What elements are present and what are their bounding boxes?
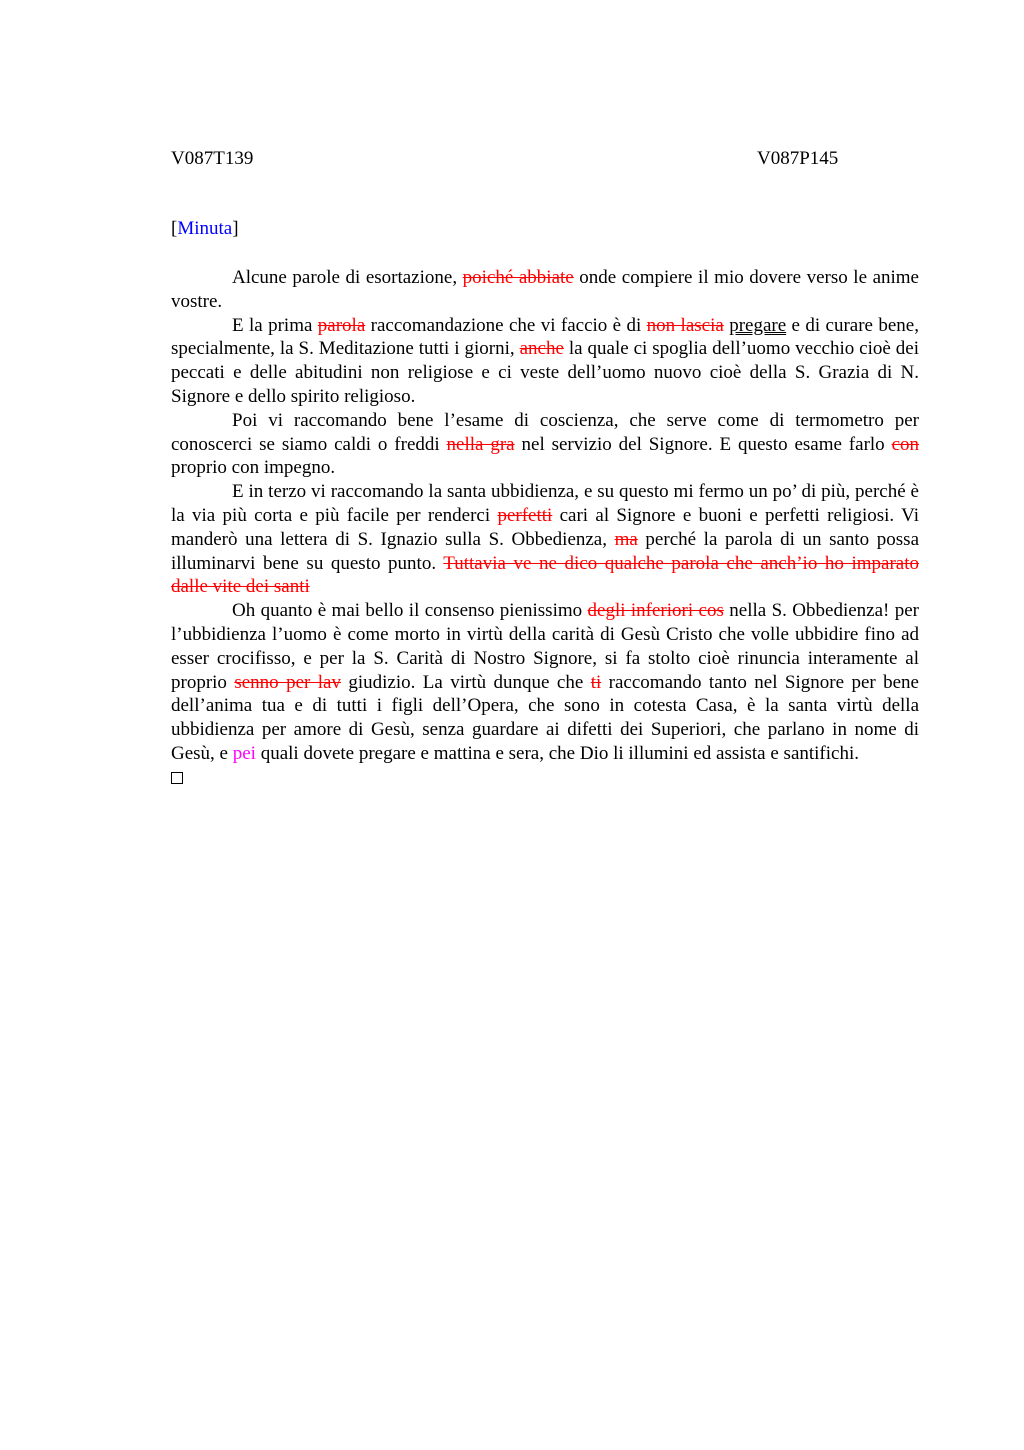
corrected-text: pei [232, 742, 256, 764]
paragraph-1 [171, 266, 919, 314]
underlined-text: pregare [729, 314, 787, 336]
text-run: raccomando tanto nel Signore per bene dell’anima tua e di tutti i figli dell’Opera, che sono in cotesta Casa, è la santa virtù della ubbidienza per amore di Gesù, senza guardare ai difetti dei Superiori, che parlano in nome di Gesù, e [171, 671, 919, 764]
text-run: Poi vi raccomando bene l’esame di coscienza, che serve come di termometro per conoscerci se siamo caldi o freddi [171, 409, 919, 455]
deleted-text: nella gra [446, 433, 515, 455]
deleted-text: senno per lav [234, 671, 341, 693]
document-type-label [171, 217, 239, 241]
paragraph-3 [171, 409, 919, 480]
text-run: la quale ci spoglia dell’uomo vecchio cioè dei peccati e delle abitudini non religiose e ci veste dell’uomo nuovo cioè della S. Grazia di N. Signore e dello spirito religioso. [171, 338, 919, 407]
end-of-text-box [171, 772, 183, 784]
volume-reference-right: V087P145 [757, 148, 839, 169]
minuta-label: Minuta [177, 218, 233, 239]
text-run: Alcune parole di esortazione, [232, 267, 463, 288]
deleted-text: poiché abbiate [462, 267, 574, 288]
letter-body [171, 266, 919, 784]
deleted-text: parola [317, 314, 366, 336]
deleted-text: Tuttavia ve ne dico qualche parola che anch’io ho imparato dalle vite dei santi [171, 552, 919, 598]
paragraph-5 [171, 599, 919, 766]
deleted-text: anche [519, 338, 564, 360]
deleted-text: degli inferiori cos [587, 600, 724, 622]
paragraph-2 [171, 314, 919, 409]
text-run: e di curare bene, specialmente, la S. Meditazione tutti i giorni, [171, 314, 919, 360]
text-run: raccomandazione che vi faccio è di [365, 314, 647, 336]
text-run: nel servizio del Signore. E questo esame farlo [514, 433, 892, 455]
deleted-text: ti [590, 671, 602, 693]
text-run: E in terzo vi raccomando la santa ubbidienza, e su questo mi fermo un po’ di più, perché è la via più corta e più facile per renderci [171, 481, 919, 526]
text-run: perché la parola di un santo possa illuminarvi bene su questo punto. [171, 528, 920, 574]
text-run: onde compiere il mio dovere verso le anime vostre. [171, 267, 919, 312]
text-run: E la prima [232, 314, 318, 336]
text-run: proprio con impegno. [171, 457, 336, 479]
text-run: nella S. Obbedienza! per l’ubbidienza l’uomo è come morto in virtù della carità di Gesù Cristo che volle ubbidire fino ad esser crocifisso, e per la S. Carità di Nostro Signore, si fa stolto cioè rinuncia interamente al proprio [171, 600, 919, 693]
deleted-text: non lascia [646, 314, 724, 336]
text-run: Oh quanto è mai bello il consenso pienissimo [232, 600, 588, 622]
bracket-open: [ [171, 218, 178, 239]
text-run: giudizio. La virtù dunque che [340, 671, 591, 693]
deleted-text: con [891, 433, 920, 455]
deleted-text: ma [614, 528, 638, 550]
deleted-text: perfetti [497, 504, 553, 526]
text-run: quali dovete pregare e mattina e sera, che Dio li illumini ed assista e santifichi. [255, 742, 859, 764]
paragraph-4 [171, 480, 919, 599]
volume-reference-left: V087T139 [171, 148, 254, 169]
text-run: cari al Signore e buoni e perfetti religiosi. Vi manderò una lettera di S. Ignazio sulla S. Obbedienza, [171, 504, 919, 550]
bracket-close: ] [232, 218, 239, 239]
